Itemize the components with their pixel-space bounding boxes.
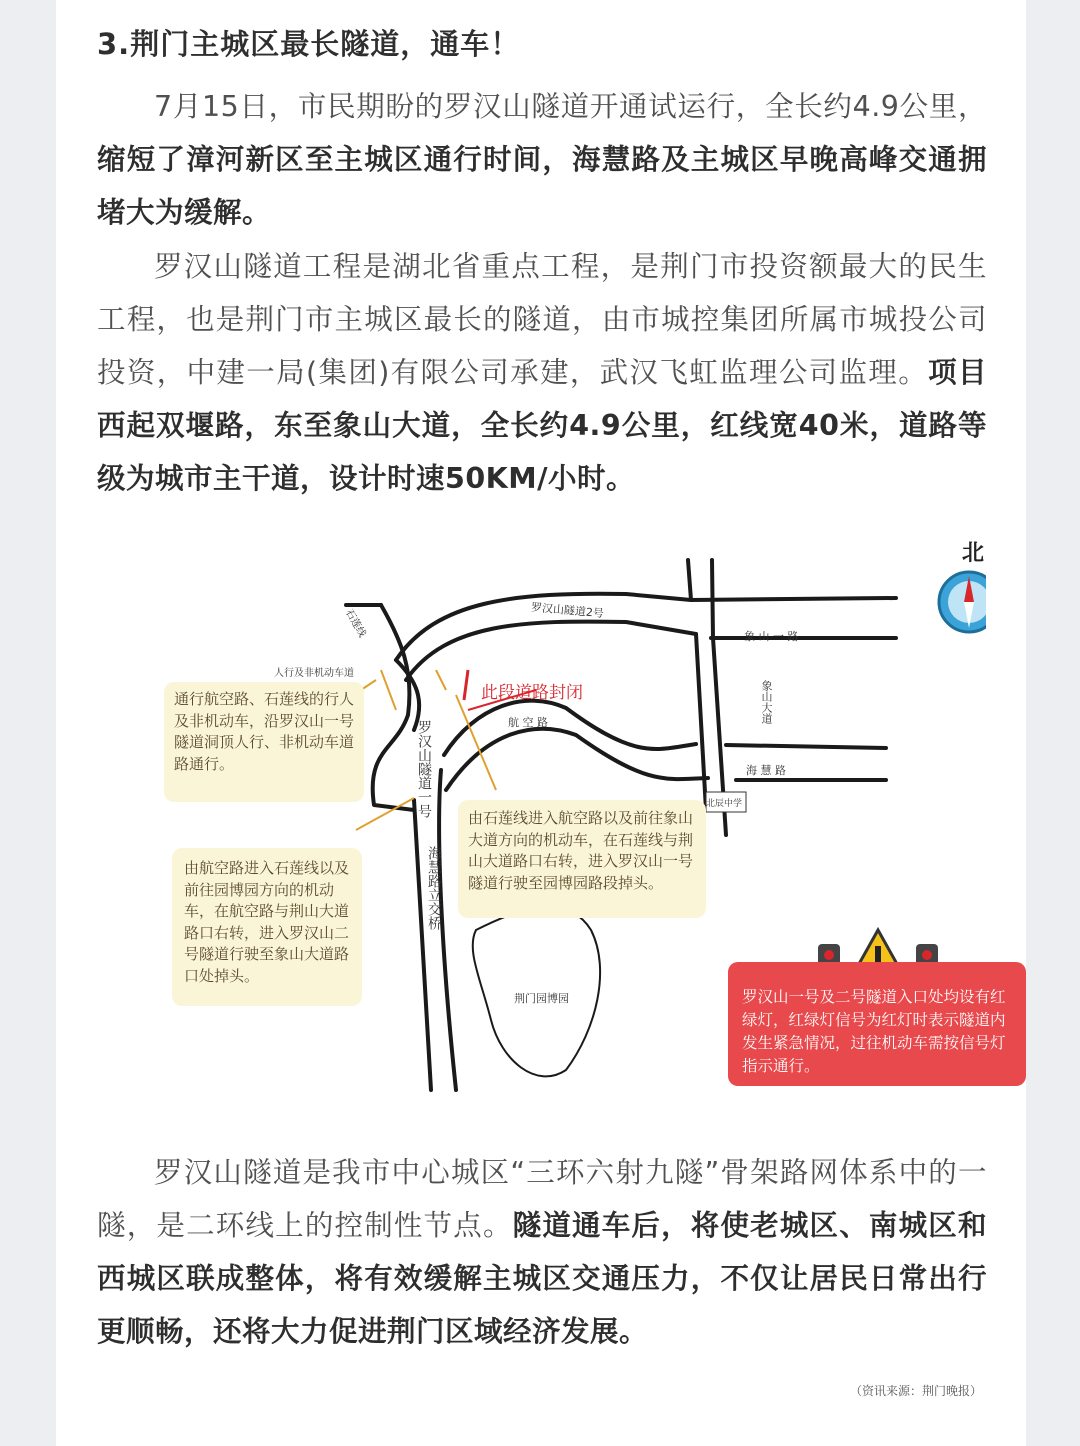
label-hangkong-road: 航 空 路: [508, 716, 548, 729]
tunnel-map: [96, 530, 1006, 1100]
note-pedestrian: 通行航空路、石莲线的行人及非机动车，沿罗汉山一号隧道洞顶人行、非机动车道路通行。: [164, 682, 364, 802]
paragraph-2-text: 罗汉山隧道工程是湖北省重点工程，是荆门市投资额最大的民生工程，也是荆门市主城区最长的隧道，由市城控集团所属市城投公司投资，中建一局(集团)有限公司承建，武汉飞虹监理公司监理。: [97, 250, 987, 389]
label-haihui-interchange: 海慧路立交桥: [426, 846, 442, 930]
source-credit: （资讯来源：荆门晚报）: [849, 1384, 982, 1398]
compass-icon: [939, 572, 986, 632]
north-label: 北: [962, 541, 985, 566]
paragraph-1-text: 7月15日，市民期盼的罗汉山隧道开通试运行，全长约4.9公里，: [154, 90, 987, 123]
paragraph-2-bold: 项目西起双堰路，东至象山大道，全长约4.9公里，红线宽40米，道路等级为城市主干道，设计时速50KM/小时。: [97, 356, 987, 495]
note-route-tunnel2: 由航空路进入石莲线以及前往园博园方向的机动车，在航空路与荆山大道路口右转，进入罗汉山二号隧道行驶至象山大道路口处掉头。: [172, 848, 362, 1006]
paragraph-3-text: 罗汉山隧道是我市中心城区“三环六射九隧”骨架路网体系中的一隧，是二环线上的控制性节点。: [97, 1156, 987, 1242]
label-beichen-school: 北辰中学: [706, 799, 743, 809]
paragraph-1: [97, 80, 987, 239]
paragraph-3-bold: 隧道通车后，将使老城区、南城区和西城区联成整体，将有效缓解主城区交通压力，不仅让居民日常出行更顺畅，还将大力促进荆门区域经济发展。: [97, 1209, 987, 1348]
paragraph-2: [97, 240, 987, 505]
section-title: 3.荆门主城区最长隧道，通车！: [97, 27, 521, 61]
label-xiangshan-road1: 象 山 一 路: [744, 630, 799, 643]
label-xiangshan-avenue: 象山大道: [760, 680, 773, 724]
paragraph-1-bold: 缩短了漳河新区至主城区通行时间，海慧路及主城区早晚高峰交通拥堵大为缓解。: [97, 143, 987, 229]
label-shilian-line: 石莲线: [343, 607, 368, 640]
label-tunnel1: 罗汉山隧道一号: [416, 720, 432, 818]
label-haihui-road: 海 慧 路: [746, 764, 786, 777]
traffic-light-alert: 罗汉山一号及二号隧道入口处均设有红绿灯，红绿灯信号为红灯时表示隧道内发生紧急情况，过往机动车需按信号灯指示通行。: [728, 962, 1026, 1086]
label-pedestrian-lane: 人行及非机动车道: [274, 668, 354, 679]
label-tunnel2: 罗汉山隧道2号: [530, 600, 605, 621]
article-page: [56, 0, 1026, 1446]
closed-section-label: 此段道路封闭: [481, 683, 583, 703]
note-route-tunnel1: 由石莲线进入航空路以及前往象山大道方向的机动车，在石莲线与荆山大道路口右转，进入罗汉山一号隧道行驶至园博园路段掉头。: [458, 800, 706, 918]
paragraph-3: [97, 1146, 987, 1358]
label-garden-expo: 荆门园博园: [514, 992, 569, 1005]
